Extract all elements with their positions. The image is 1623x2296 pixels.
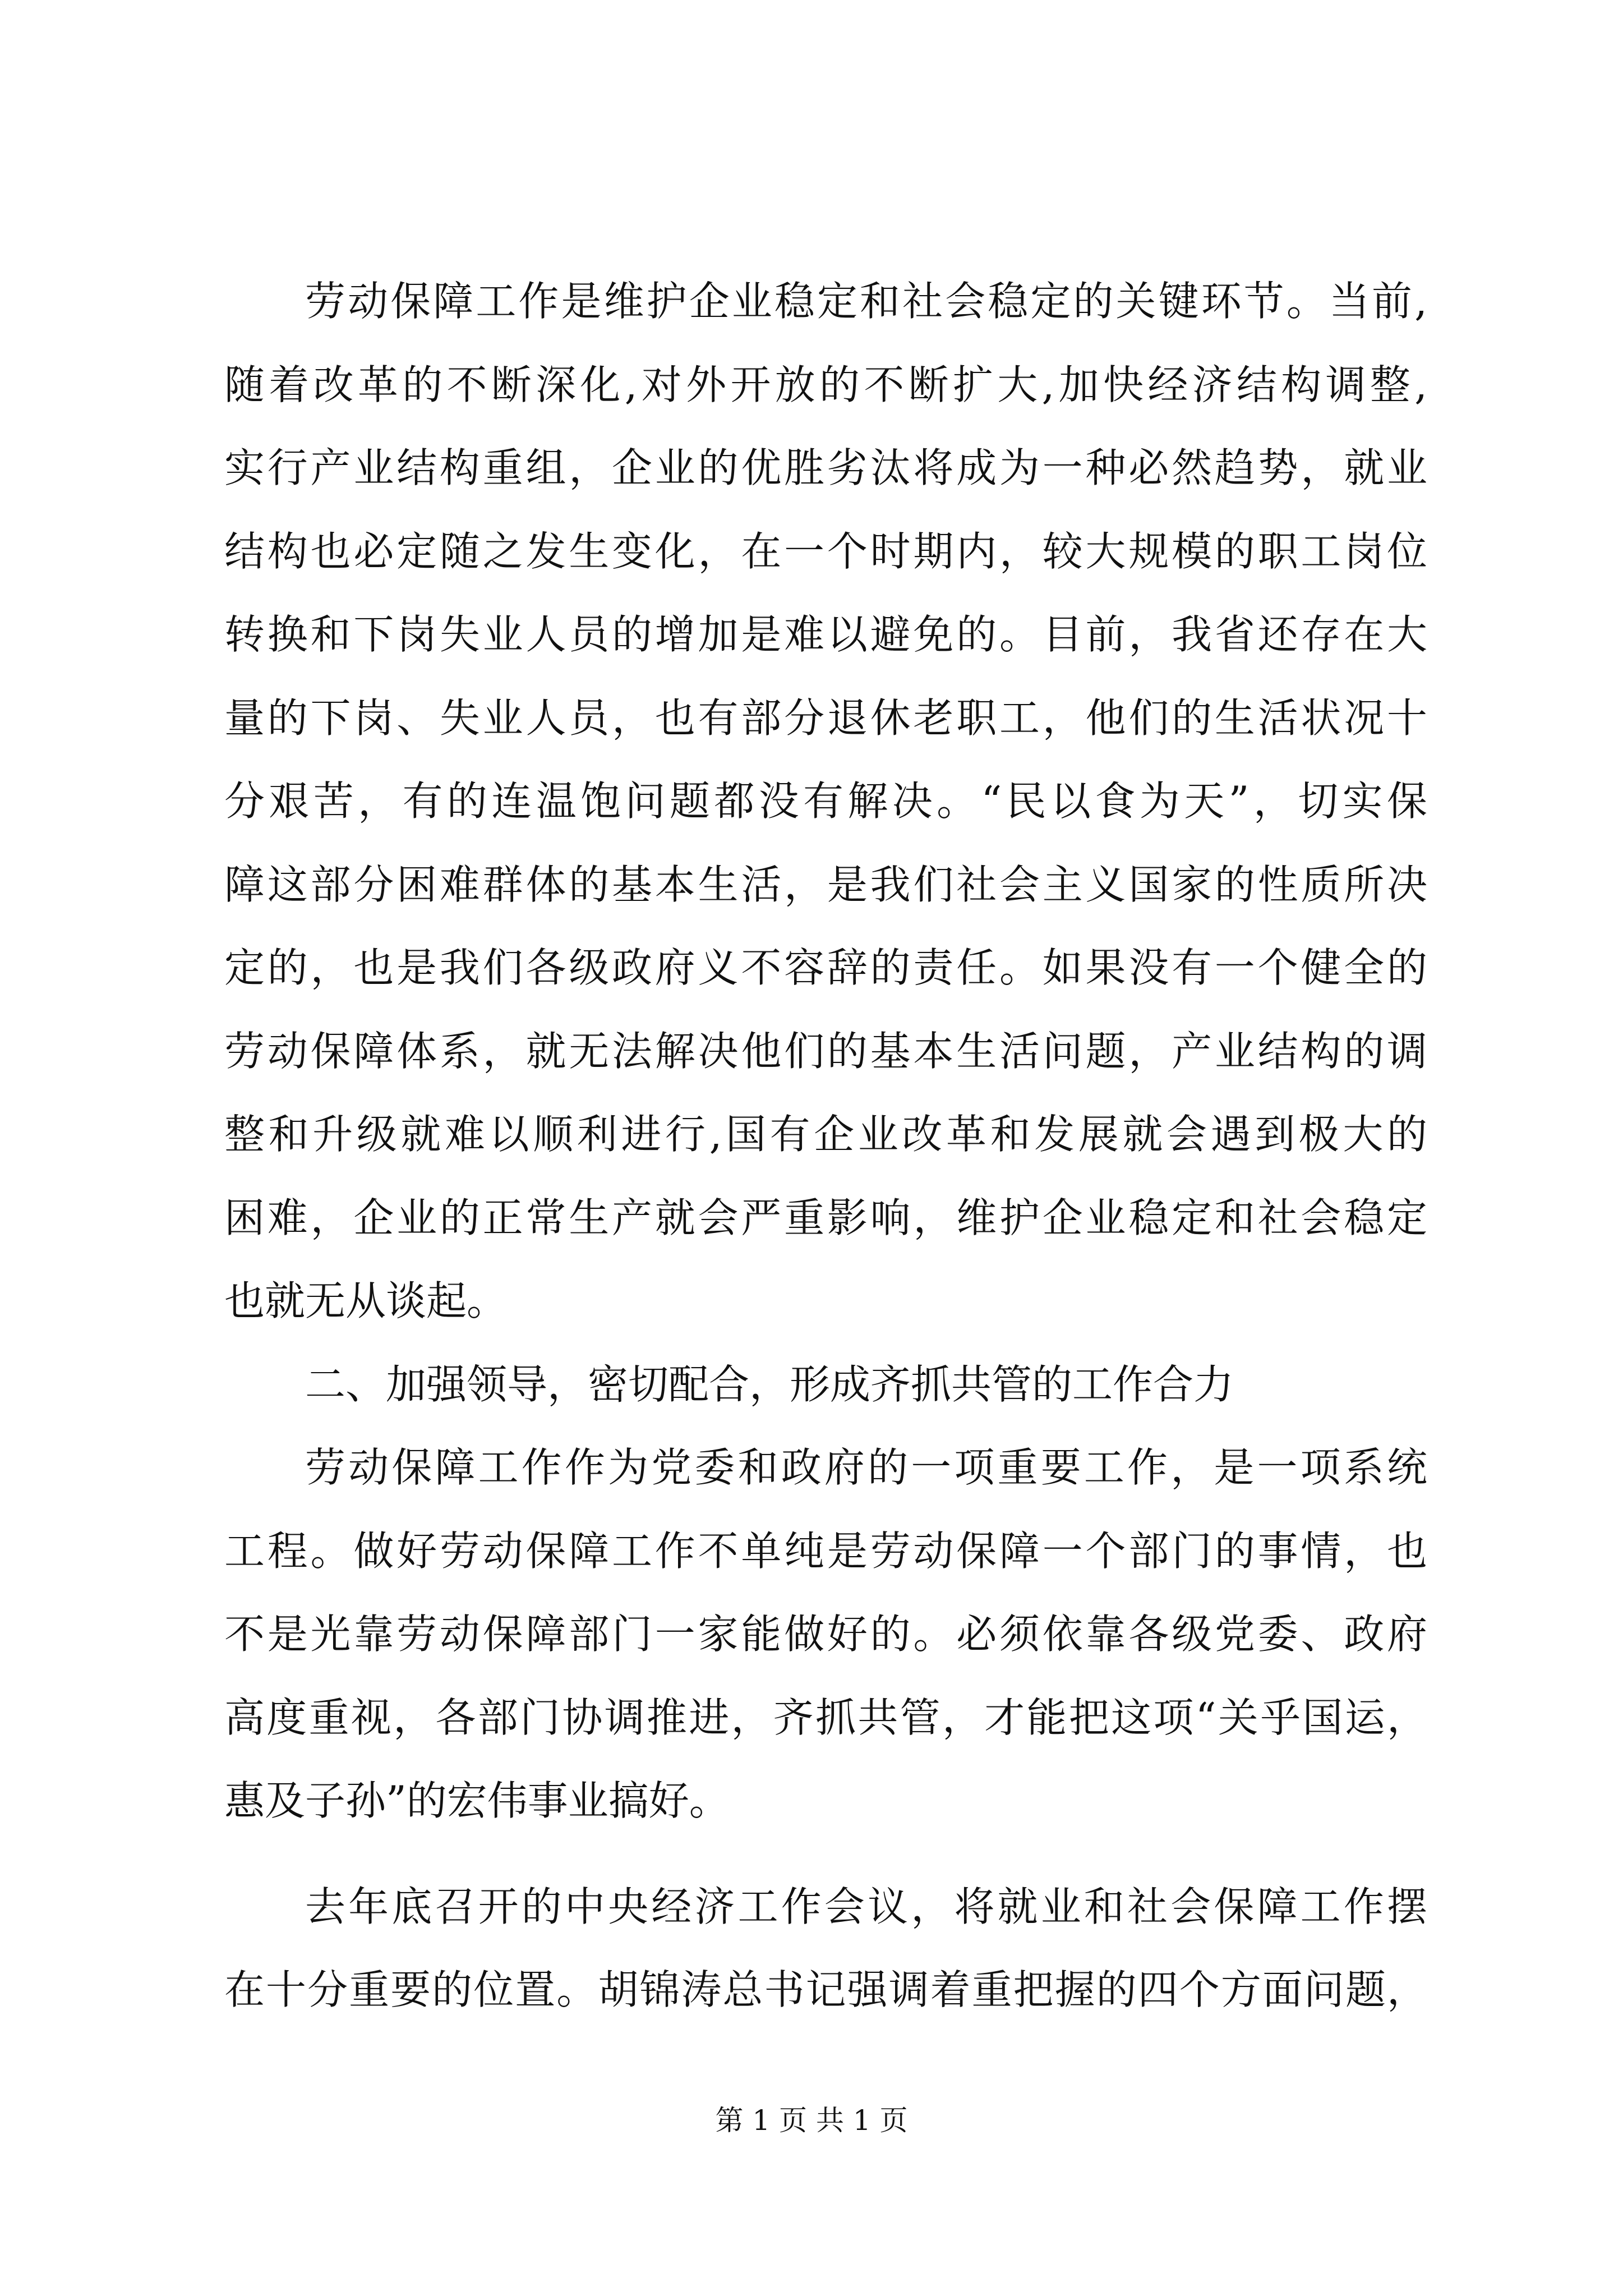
paragraph bbox=[224, 1426, 1427, 1843]
text-line: 困难，企业的正常生产就会严重影响，维护企业稳定和社会稳定 bbox=[224, 1194, 1427, 1241]
section-heading: 二、加强领导，密切配合，形成齐抓共管的工作合力 bbox=[305, 1360, 1234, 1408]
text-line: 转换和下岗失业人员的增加是难以避免的。目前，我省还存在大 bbox=[224, 611, 1427, 658]
text-line: 去年底召开的中央经济工作会议，将就业和社会保障工作摆 bbox=[305, 1883, 1427, 1930]
document-body bbox=[224, 260, 1427, 2032]
text-line: 随着改革的不断深化,对外开放的不断扩大,加快经济结构调整, bbox=[224, 361, 1427, 408]
text-line: 不是光靠劳动保障部门一家能做好的。必须依靠各级党委、政府 bbox=[224, 1611, 1427, 1658]
text-line: 结构也必定随之发生变化，在一个时期内，较大规模的职工岗位 bbox=[224, 527, 1427, 575]
text-line: 工程。做好劳动保障工作不单纯是劳动保障一个部门的事情，也 bbox=[224, 1527, 1427, 1575]
text-line: 分艰苦，有的连温饱问题都没有解决。“民以食为天”，切实保 bbox=[224, 777, 1427, 825]
paragraph bbox=[224, 1865, 1427, 2032]
text-line: 高度重视，各部门协调推进，齐抓共管，才能把这项“关乎国运， bbox=[224, 1694, 1427, 1741]
text-line: 劳动保障工作作为党委和政府的一项重要工作，是一项系统 bbox=[305, 1444, 1427, 1491]
paragraph bbox=[224, 1343, 1427, 1427]
paragraph bbox=[224, 260, 1427, 1343]
text-line: 障这部分困难群体的基本生活，是我们社会主义国家的性质所决 bbox=[224, 861, 1427, 908]
text-line: 整和升级就难以顺利进行,国有企业改革和发展就会遇到极大的 bbox=[224, 1111, 1427, 1158]
page-footer bbox=[0, 2104, 1623, 2137]
text-line: 也就无从谈起。 bbox=[224, 1277, 508, 1324]
text-line: 惠及子孙”的宏伟事业搞好。 bbox=[224, 1777, 730, 1824]
text-line: 量的下岗、失业人员，也有部分退休老职工，他们的生活状况十 bbox=[224, 694, 1427, 742]
text-line: 劳动保障工作是维护企业稳定和社会稳定的关键环节。当前, bbox=[305, 278, 1427, 325]
page-number-label: 第 1 页 共 1 页 bbox=[715, 2104, 908, 2137]
text-line: 实行产业结构重组，企业的优胜劣汰将成为一种必然趋势，就业 bbox=[224, 444, 1427, 491]
text-line: 定的，也是我们各级政府义不容辞的责任。如果没有一个健全的 bbox=[224, 944, 1427, 991]
text-line: 劳动保障体系，就无法解决他们的基本生活问题，产业结构的调 bbox=[224, 1027, 1427, 1075]
text-line: 在十分重要的位置。胡锦涛总书记强调着重把握的四个方面问题， bbox=[224, 1966, 1427, 2013]
